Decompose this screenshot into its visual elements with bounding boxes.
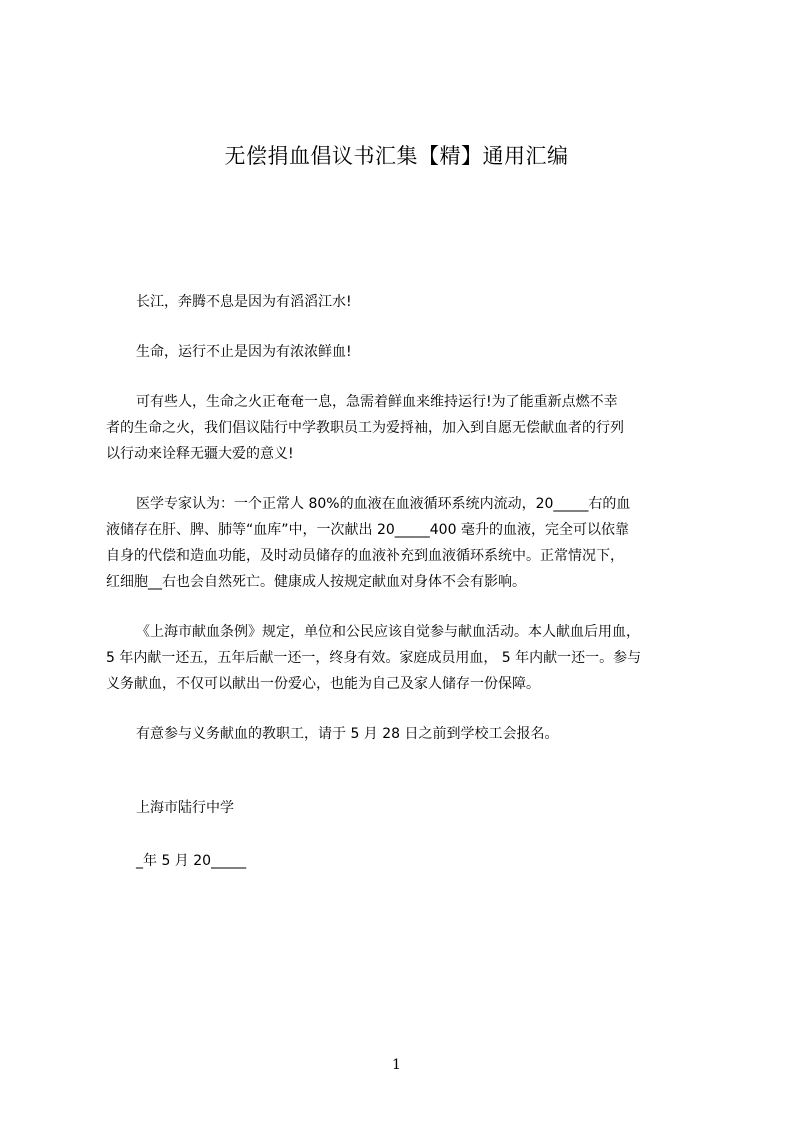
paragraph-yangtze bbox=[106, 289, 698, 315]
paragraph-registration bbox=[106, 721, 698, 747]
paragraph-line: 有意参与义务献血的教职工，请于 5 月 28 日之前到学校工会报名。 bbox=[136, 726, 559, 742]
paragraph-line: 长江，奔腾不息是因为有滔滔江水! bbox=[136, 294, 352, 310]
document-title: 无偿捐血倡议书汇集【精】通用汇编 bbox=[224, 144, 569, 168]
paragraph-line: 红细胞__右也会自然死亡。健康成人按规定献血对身体不会有影响。 bbox=[106, 574, 526, 590]
paragraph-regulation bbox=[106, 619, 698, 697]
paragraph-line: 医学专家认为：一个正常人 80%的血液在血液循环系统内流动，20_____右的血 bbox=[136, 496, 631, 512]
paragraph-line: 义务献血，不仅可以献出一份爱心，也能为自己及家人储存一份保障。 bbox=[106, 676, 540, 692]
paragraph-line: 《上海市献血条例》规定，单位和公民应该自觉参与献血活动。本人献血后用血， bbox=[136, 624, 640, 640]
paragraph-appeal bbox=[106, 389, 698, 467]
paragraph-life bbox=[106, 339, 698, 365]
signature-organization: 上海市陆行中学 bbox=[136, 800, 234, 816]
paragraph-line: 自身的代偿和造血功能，及时动员储存的血液补充到血液循环系统中。正常情况下， bbox=[106, 548, 624, 564]
document-body bbox=[106, 289, 698, 771]
signature-date: _年 5 月 20_____ bbox=[136, 853, 247, 869]
paragraph-line: 可有些人，生命之火正奄奄一息，急需着鲜血来维持运行!为了能重新点燃不幸 bbox=[136, 394, 618, 410]
paragraph-line: 以行动来诠释无疆大爱的意义! bbox=[106, 446, 294, 462]
signature-block bbox=[136, 795, 246, 901]
paragraph-line: 液储存在肝、脾、肺等“血库”中，一次献出 20_____400 毫升的血液，完全可以依靠 bbox=[106, 522, 629, 538]
paragraph-line: 生命，运行不止是因为有浓浓鲜血! bbox=[136, 344, 352, 360]
paragraph-medical-experts bbox=[106, 491, 698, 595]
paragraph-line: 5 年内献一还五，五年后献一还一，终身有效。家庭成员用血， 5 年内献一还一。参与 bbox=[106, 650, 642, 666]
page-number: 1 bbox=[392, 1057, 401, 1073]
paragraph-line: 者的生命之火，我们倡议陆行中学教职员工为爱捋袖，加入到自愿无偿献血者的行列 bbox=[106, 420, 624, 436]
